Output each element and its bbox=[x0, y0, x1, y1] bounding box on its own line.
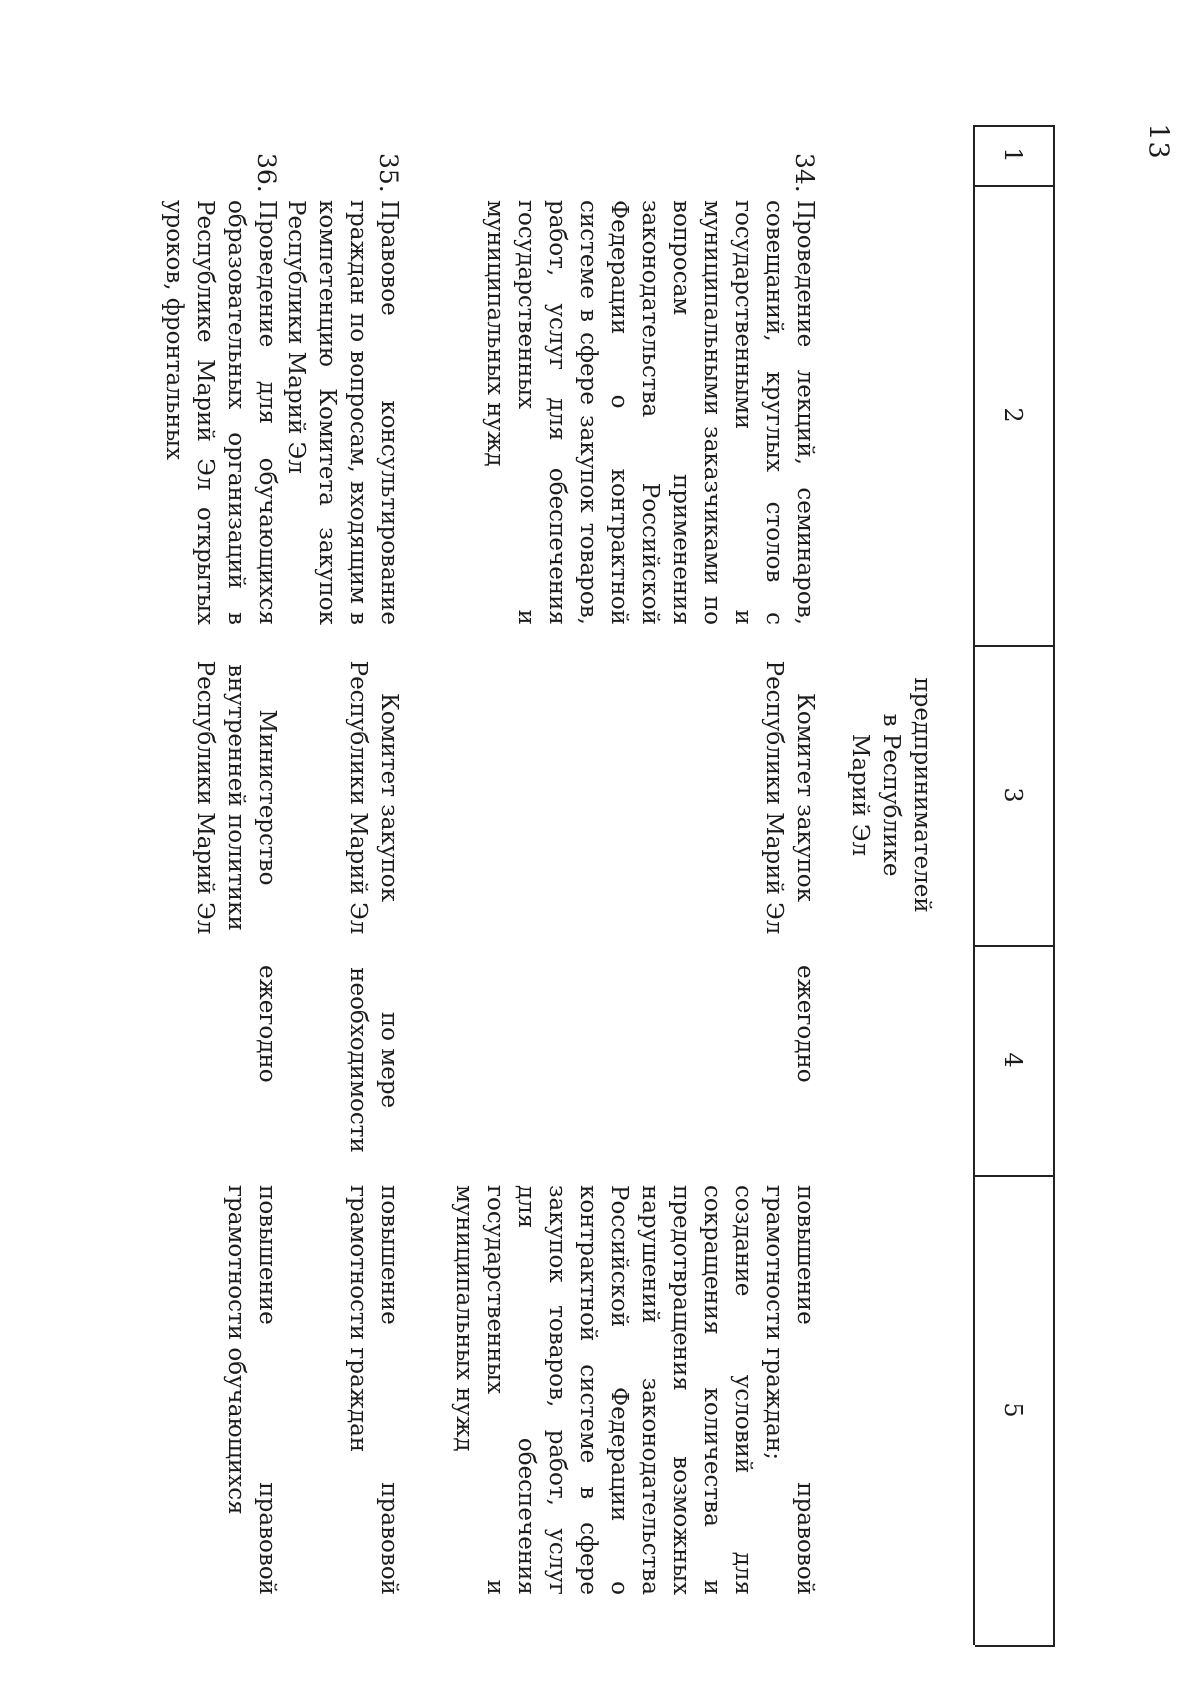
table-top-border bbox=[1053, 125, 1055, 1645]
header-col-2: 2 bbox=[999, 407, 1027, 423]
header-bottom-border bbox=[973, 125, 975, 1645]
col-divider-5 bbox=[975, 1175, 1055, 1177]
row-34-deadline: ежегодно bbox=[792, 965, 818, 1083]
row-36-executor: Министерство внутренней политики Республики Марий Эл bbox=[192, 660, 280, 935]
row-36-result: повышение правовой грамотности обучающихся bbox=[223, 1185, 280, 1595]
row-36-deadline: ежегодно bbox=[254, 965, 280, 1083]
col-divider-1 bbox=[975, 125, 1055, 127]
col-divider-4 bbox=[975, 945, 1055, 947]
col-divider-2 bbox=[975, 185, 1055, 187]
continuation-col3: предпринимателей в Республике Марий Эл bbox=[847, 677, 935, 913]
col-divider-6 bbox=[975, 1645, 1055, 1647]
row-35-number: 35. bbox=[374, 153, 403, 193]
col-divider-3 bbox=[975, 645, 1055, 647]
row-35-measure: Правовое консультирование граждан по вопросам, входящим в компетенцию Комитета закупок Республики Марий Эл bbox=[283, 200, 402, 625]
header-col-4: 4 bbox=[999, 1052, 1027, 1068]
page-number: 13 bbox=[1142, 123, 1174, 160]
row-34-number: 34. bbox=[790, 153, 819, 193]
header-col-1: 1 bbox=[999, 147, 1027, 163]
row-34-result: повышение правовой грамотности граждан; создание условий для сокращения количества и предотвращения возможных нарушений законодательства Российской Федерации о контрактной системе в сфере закупок товаров, работ, услуг для обеспечения государственных и муниципальных нужд bbox=[451, 1185, 818, 1595]
rotated-table bbox=[55, 125, 1055, 1645]
row-35-result: повышение правовой грамотности граждан bbox=[345, 1185, 402, 1595]
row-36-measure: Проведение для обучающихся образовательных организаций в Республике Марий Эл открытых уроков, фронтальных bbox=[161, 200, 280, 625]
row-35-executor: Комитет закупок Республики Марий Эл bbox=[345, 660, 402, 935]
header-col-3: 3 bbox=[999, 787, 1027, 803]
row-35-deadline: по мере необходимости bbox=[345, 967, 402, 1153]
row-34-executor: Комитет закупок Республики Марий Эл bbox=[761, 660, 818, 935]
row-36-number: 36. bbox=[252, 153, 281, 193]
row-34-measure: Проведение лекций, семинаров, совещаний, круглых столов с государственными и муниципальными заказчиками по вопросам применения законодательства Российской Федерации о контрактной системе в сфере закупок товаров, работ, услуг для обеспечения государственных и муниципальных нужд bbox=[482, 200, 818, 625]
header-col-5: 5 bbox=[999, 1402, 1027, 1418]
